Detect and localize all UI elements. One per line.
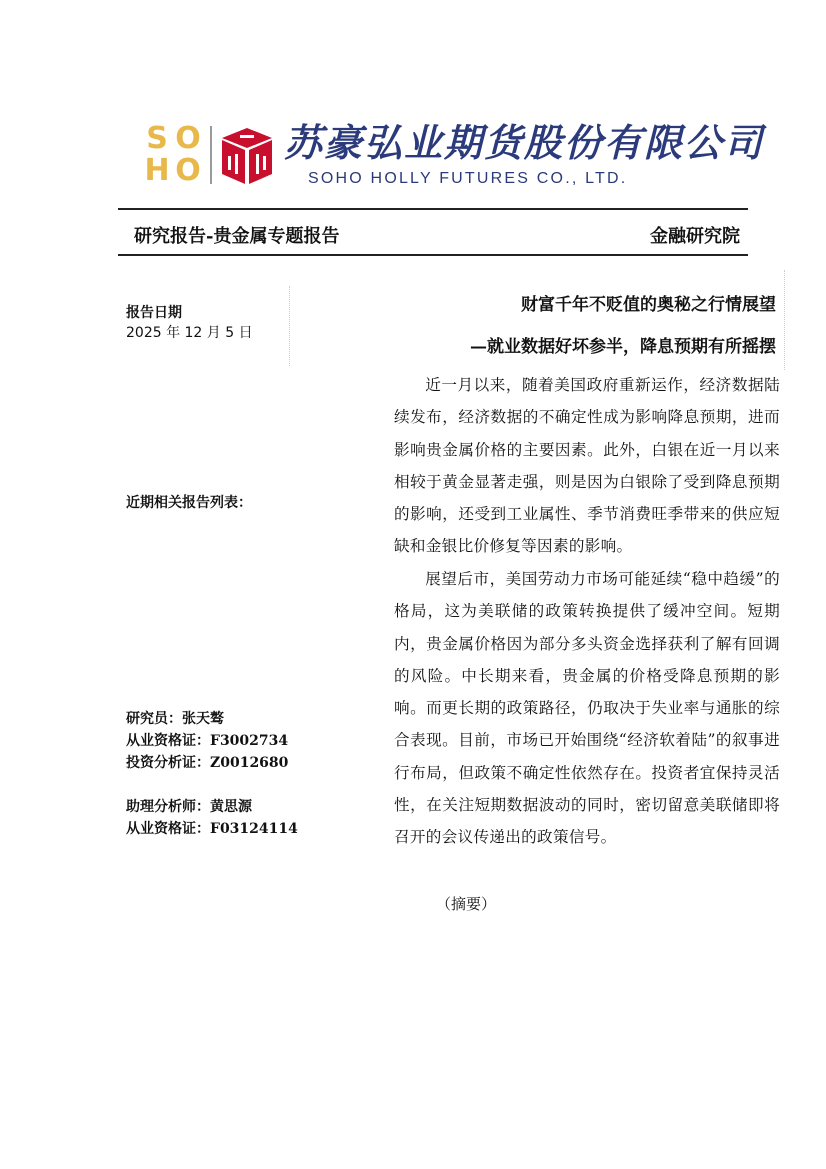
soho-mark-letter: H <box>144 153 170 188</box>
soho-mark-letter: O <box>175 121 201 156</box>
researcher-name: 研究员：张天骜 <box>126 711 224 727</box>
assistant-name: 助理分析师：黄思源 <box>126 799 252 815</box>
column-divider <box>784 270 785 370</box>
report-date-value: 2025 年 12 月 5 日 <box>126 325 253 341</box>
abstract-label: （摘要） <box>436 895 497 913</box>
company-name-cn: 苏豪弘业期货股份有限公司 <box>284 120 765 165</box>
logo-divider <box>210 126 212 184</box>
institute-name: 金融研究院 <box>650 226 740 247</box>
assistant-license: 从业资格证：F03124114 <box>126 821 298 837</box>
body-paragraph: 展望后市，美国劳动力市场可能延续“稳中趋缓”的格局，这为美联储的政策转换提供了缓冲空间。短期内，贵金属价格因为部分多头资金选择获利了解有回调的风险。中长期来看，贵金属的价格受降息预期的影响。而更长期的政策路径，仍取决于失业率与通胀的综合表现。目前，市场已开始围绕“经济软着陆”的叙事进行布局，但政策不确定性依然存在。投资者宜保持灵活性，在关注短期数据波动的同时，密切留意美联储即将召开的会议传递出的政策信号。 <box>394 570 780 847</box>
soho-mark-icon <box>142 121 204 188</box>
report-title: 财富千年不贬值的奥秘之行情展望 <box>521 295 776 315</box>
report-subtitle: —就业数据好坏参半，降息预期有所摇摆 <box>470 337 776 357</box>
holly-cube-icon <box>220 126 274 186</box>
researcher-invest-license: 投资分析证：Z0012680 <box>126 755 289 771</box>
related-reports-label: 近期相关报告列表： <box>126 495 252 511</box>
header-top-rule <box>118 208 748 210</box>
body-paragraph: 近一月以来，随着美国政府重新运作，经济数据陆续发布，经济数据的不确定性成为影响降息预期，进而影响贵金属价格的主要因素。此外，白银在近一月以来相较于黄金显著走强，则是因为白银除了受到降息预期的影响，还受到工业属性、季节消费旺季带来的供应短缺和金银比价修复等因素的影响。 <box>394 376 780 556</box>
researcher-license: 从业资格证：F3002734 <box>126 733 289 749</box>
soho-mark-letter: S <box>146 121 168 156</box>
report-date-label: 报告日期 <box>126 305 182 321</box>
soho-mark-letter: O <box>175 153 201 188</box>
report-category: 研究报告-贵金属专题报告 <box>134 226 340 247</box>
company-logo <box>142 120 765 192</box>
header-bottom-rule <box>118 254 748 256</box>
column-divider <box>289 286 290 366</box>
company-name-en: SOHO HOLLY FUTURES CO., LTD. <box>308 170 628 187</box>
